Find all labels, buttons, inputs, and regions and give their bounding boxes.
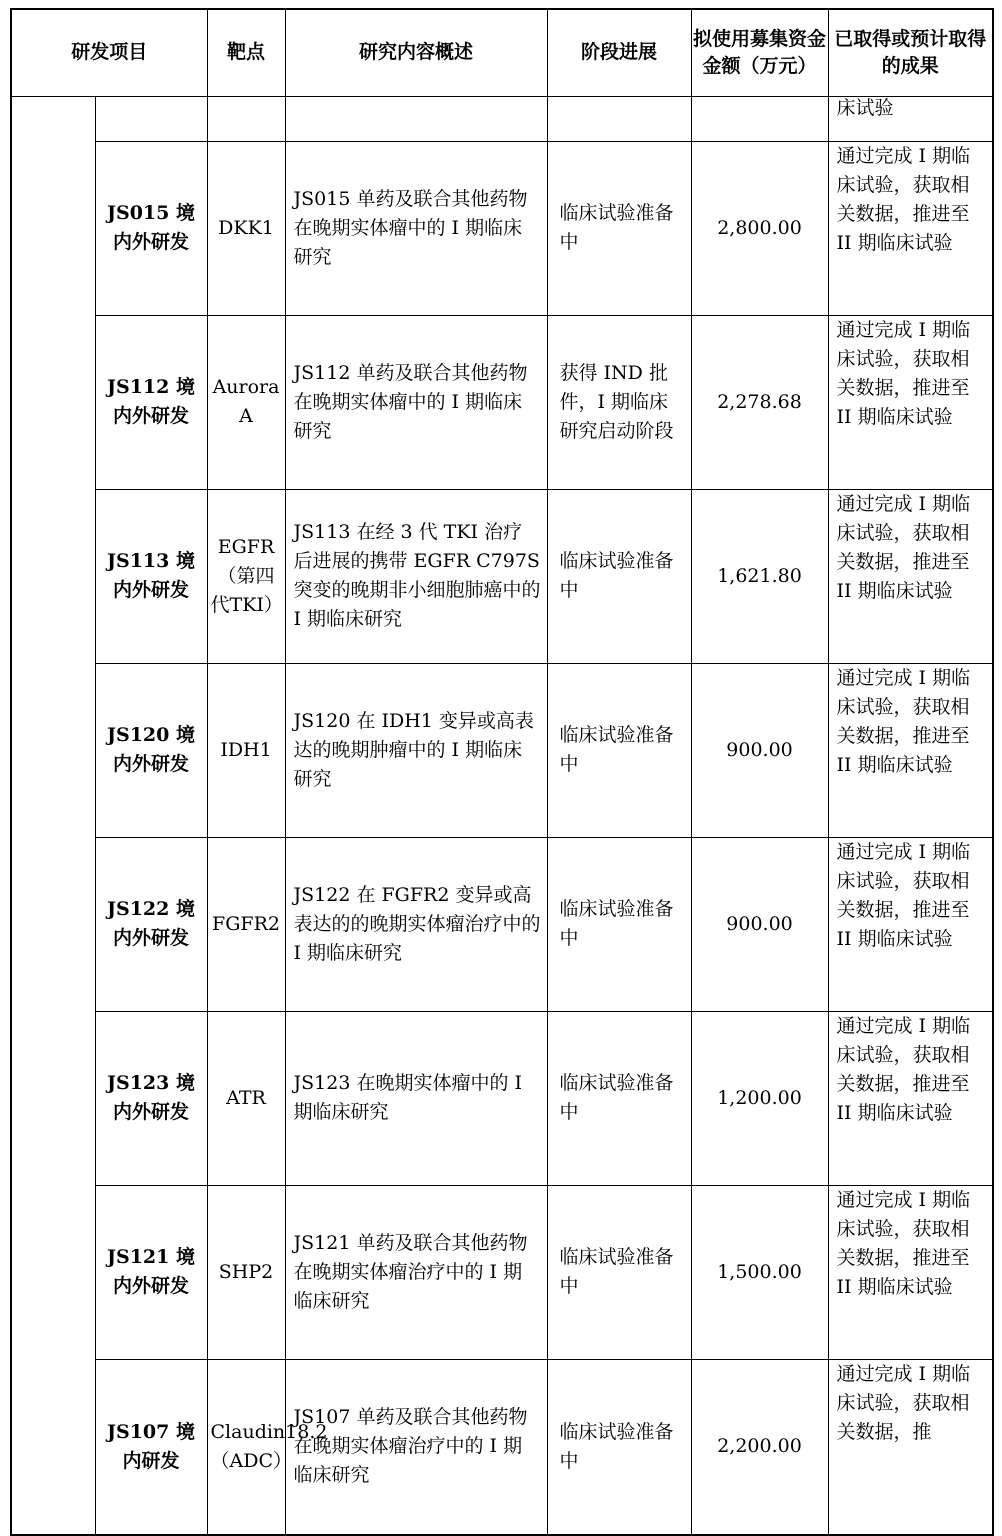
stage-cell: 临床试验准备中 — [547, 663, 691, 837]
stage-cell: 临床试验准备中 — [547, 1359, 691, 1535]
table-row — [11, 489, 993, 663]
result-cell: 通过完成 I 期临床试验，获取相关数据，推进至 II 期临床试验 — [828, 1011, 993, 1185]
result-cell: 通过完成 I 期临床试验，获取相关数据，推进至 II 期临床试验 — [828, 315, 993, 489]
continuation-target — [207, 96, 285, 141]
project-cell: JS015 境内外研发 — [95, 141, 207, 315]
amount-cell: 900.00 — [691, 837, 828, 1011]
target-cell: Claudin18.2（ADC） — [207, 1359, 285, 1535]
stage-cell: 获得 IND 批件，I 期临床研究启动阶段 — [547, 315, 691, 489]
amount-cell: 900.00 — [691, 663, 828, 837]
header-stage: 阶段进展 — [547, 9, 691, 96]
table-row — [11, 315, 993, 489]
continuation-row — [11, 96, 993, 141]
stage-cell: 临床试验准备中 — [547, 141, 691, 315]
project-cell: JS120 境内外研发 — [95, 663, 207, 837]
header-content: 研究内容概述 — [285, 9, 547, 96]
target-cell: EGFR（第四代TKI） — [207, 489, 285, 663]
header-amount: 拟使用募集资金金额（万元） — [691, 9, 828, 96]
amount-cell: 2,800.00 — [691, 141, 828, 315]
stage-cell: 临床试验准备中 — [547, 489, 691, 663]
header-project: 研发项目 — [11, 9, 207, 96]
content-cell: JS107 单药及联合其他药物在晚期实体瘤治疗中的 I 期临床研究 — [285, 1359, 547, 1535]
result-cell: 通过完成 I 期临床试验，获取相关数据，推进至 II 期临床试验 — [828, 489, 993, 663]
target-cell: FGFR2 — [207, 837, 285, 1011]
table-row — [11, 663, 993, 837]
continuation-project — [95, 96, 207, 141]
project-cell: JS113 境内外研发 — [95, 489, 207, 663]
continuation-stage — [547, 96, 691, 141]
table-row — [11, 141, 993, 315]
amount-cell: 1,621.80 — [691, 489, 828, 663]
result-cell: 通过完成 I 期临床试验，获取相关数据，推进至 II 期临床试验 — [828, 837, 993, 1011]
amount-cell: 1,200.00 — [691, 1011, 828, 1185]
amount-cell: 2,200.00 — [691, 1359, 828, 1535]
amount-cell: 2,278.68 — [691, 315, 828, 489]
content-cell: JS113 在经 3 代 TKI 治疗后进展的携带 EGFR C797S 突变的晚期非小细胞肺癌中的 I 期临床研究 — [285, 489, 547, 663]
continuation-amount — [691, 96, 828, 141]
table-row — [11, 837, 993, 1011]
content-cell: JS015 单药及联合其他药物在晚期实体瘤中的 I 期临床研究 — [285, 141, 547, 315]
result-cell: 通过完成 I 期临床试验，获取相关数据，推进至 II 期临床试验 — [828, 1185, 993, 1359]
result-cell: 通过完成 I 期临床试验，获取相关数据，推进至 II 期临床试验 — [828, 663, 993, 837]
target-cell: IDH1 — [207, 663, 285, 837]
target-cell: ATR — [207, 1011, 285, 1185]
target-cell: Aurora A — [207, 315, 285, 489]
result-cell: 通过完成 I 期临床试验，获取相关数据，推 — [828, 1359, 993, 1535]
header-result: 已取得或预计取得的成果 — [828, 9, 993, 96]
project-cell: JS123 境内外研发 — [95, 1011, 207, 1185]
continuation-content — [285, 96, 547, 141]
project-cell: JS112 境内外研发 — [95, 315, 207, 489]
content-cell: JS112 单药及联合其他药物在晚期实体瘤中的 I 期临床研究 — [285, 315, 547, 489]
content-cell: JS121 单药及联合其他药物在晚期实体瘤治疗中的 I 期临床研究 — [285, 1185, 547, 1359]
rd-projects-table — [10, 8, 994, 1536]
header-row — [11, 9, 993, 96]
content-cell: JS120 在 IDH1 变异或高表达的晚期肿瘤中的 I 期临床研究 — [285, 663, 547, 837]
target-cell: DKK1 — [207, 141, 285, 315]
content-cell: JS122 在 FGFR2 变异或高表达的的晚期实体瘤治疗中的 I 期临床研究 — [285, 837, 547, 1011]
continuation-result: 床试验 — [828, 96, 993, 141]
stage-cell: 临床试验准备中 — [547, 837, 691, 1011]
stage-cell: 临床试验准备中 — [547, 1011, 691, 1185]
project-cell: JS107 境内研发 — [95, 1359, 207, 1535]
amount-cell: 1,500.00 — [691, 1185, 828, 1359]
table-row — [11, 1011, 993, 1185]
result-cell: 通过完成 I 期临床试验，获取相关数据，推进至 II 期临床试验 — [828, 141, 993, 315]
table-row — [11, 1185, 993, 1359]
content-cell: JS123 在晚期实体瘤中的 I 期临床研究 — [285, 1011, 547, 1185]
category-cell — [11, 96, 95, 1535]
stage-cell: 临床试验准备中 — [547, 1185, 691, 1359]
header-target: 靶点 — [207, 9, 285, 96]
project-cell: JS122 境内外研发 — [95, 837, 207, 1011]
project-cell: JS121 境内外研发 — [95, 1185, 207, 1359]
target-cell: SHP2 — [207, 1185, 285, 1359]
table-row — [11, 1359, 993, 1535]
